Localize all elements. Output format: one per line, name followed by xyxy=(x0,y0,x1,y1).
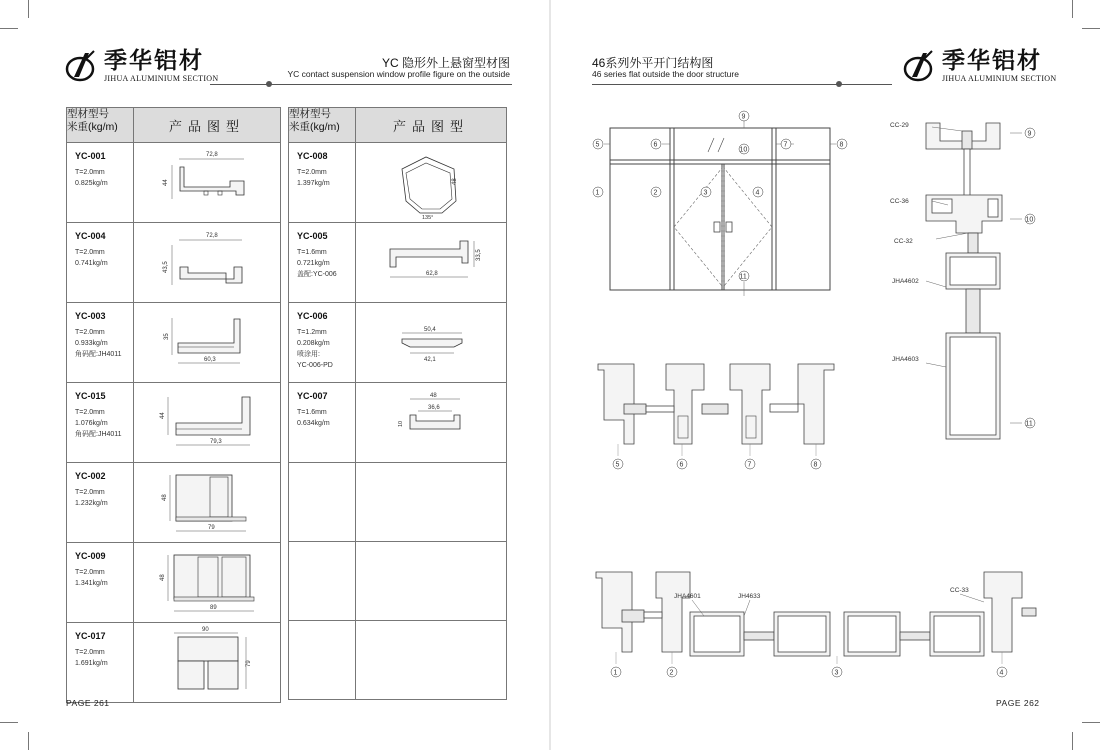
brand-logo xyxy=(64,47,218,83)
svg-text:JHA4603: JHA4603 xyxy=(892,356,919,363)
profile-info: YC-017 T=2.0mm 1.691kg/m xyxy=(67,623,134,703)
profile-drawing xyxy=(356,303,507,383)
header-rule xyxy=(592,84,892,85)
svg-text:89: 89 xyxy=(210,605,217,611)
profile-table-2 xyxy=(288,107,507,700)
svg-text:43,5: 43,5 xyxy=(163,261,169,273)
profile-info: YC-003 T=2.0mm 0.933kg/m 角码配:JH4011 xyxy=(67,303,134,383)
empty-cell xyxy=(289,621,356,700)
profile-drawing xyxy=(134,383,281,463)
svg-text:10: 10 xyxy=(739,146,748,154)
svg-text:50,4: 50,4 xyxy=(424,327,436,333)
svg-text:10: 10 xyxy=(398,420,404,427)
svg-text:CC-32: CC-32 xyxy=(894,238,913,245)
empty-cell xyxy=(356,463,507,542)
svg-text:JHA4601: JHA4601 xyxy=(674,593,701,600)
brand-logo xyxy=(902,47,1056,83)
svg-text:48: 48 xyxy=(452,178,458,185)
profile-drawing xyxy=(134,463,281,543)
svg-text:5: 5 xyxy=(615,461,620,469)
profile-info: YC-004 T=2.0mm 0.741kg/m xyxy=(67,223,134,303)
page-title-cn: YC 隐形外上悬窗型材图 xyxy=(381,56,510,70)
svg-text:2: 2 xyxy=(669,669,674,677)
page-title-en: 46 series flat outside the door structure xyxy=(592,69,739,79)
svg-text:3: 3 xyxy=(703,189,708,197)
profile-drawing xyxy=(356,143,507,223)
profile-info: YC-009 T=2.0mm 1.341kg/m xyxy=(67,543,134,623)
profile-drawing xyxy=(134,143,281,223)
svg-text:5: 5 xyxy=(595,141,600,149)
page-number: PAGE 262 xyxy=(996,698,1040,708)
header-rule xyxy=(210,84,512,85)
svg-text:10: 10 xyxy=(1025,216,1034,224)
svg-text:48: 48 xyxy=(160,574,166,581)
svg-text:9: 9 xyxy=(741,113,746,121)
svg-text:72,8: 72,8 xyxy=(206,233,218,239)
svg-text:48: 48 xyxy=(430,393,437,399)
brand-name-cn: 季华铝材 xyxy=(104,46,204,74)
profile-drawing xyxy=(356,383,507,463)
svg-text:79,3: 79,3 xyxy=(210,439,222,445)
brand-name-en: JIHUA ALUMINIUM SECTION xyxy=(104,73,219,83)
svg-text:7: 7 xyxy=(783,141,788,149)
profile-info: YC-007 T=1.6mm 0.634kg/m xyxy=(289,383,356,463)
svg-text:135°: 135° xyxy=(422,215,434,221)
svg-text:35: 35 xyxy=(164,333,170,340)
profile-info: YC-005 T=1.6mm 0.721kg/m 盖配:YC-006 xyxy=(289,223,356,303)
svg-text:72,8: 72,8 xyxy=(206,152,218,158)
page-title-en: YC contact suspension window profile figure on the outside xyxy=(287,69,510,79)
svg-text:90: 90 xyxy=(202,627,209,633)
svg-text:9: 9 xyxy=(1027,130,1032,138)
profile-table-1 xyxy=(66,107,281,703)
svg-text:3: 3 xyxy=(834,669,839,677)
horizontal-section-5-8 xyxy=(594,360,844,475)
svg-text:6: 6 xyxy=(653,141,658,149)
svg-text:79: 79 xyxy=(208,525,215,531)
svg-text:4: 4 xyxy=(999,669,1004,677)
door-elevation-diagram xyxy=(590,108,860,298)
profile-info: YC-015 T=2.0mm 1.076kg/m 角码配:JH4011 xyxy=(67,383,134,463)
svg-text:11: 11 xyxy=(1025,420,1033,428)
page-title-cn: 46系列外平开门结构图 xyxy=(592,56,714,70)
svg-text:6: 6 xyxy=(679,461,684,469)
svg-text:JHA4602: JHA4602 xyxy=(892,278,919,285)
col-header-code: 型材型号 米重(kg/m) xyxy=(289,108,356,143)
profile-info: YC-002 T=2.0mm 1.232kg/m xyxy=(67,463,134,543)
empty-cell xyxy=(356,621,507,700)
brand-emblem-icon xyxy=(64,47,100,83)
profile-info: YC-006 T=1.2mm 0.208kg/m 喷涂用: YC-006-PD xyxy=(289,303,356,383)
empty-cell xyxy=(289,542,356,621)
svg-text:48: 48 xyxy=(162,494,168,501)
svg-text:11: 11 xyxy=(739,273,747,281)
profile-drawing xyxy=(134,543,281,623)
svg-text:CC-29: CC-29 xyxy=(890,122,909,129)
profile-drawing xyxy=(134,223,281,303)
page-number: PAGE 261 xyxy=(66,698,110,708)
svg-text:8: 8 xyxy=(813,461,818,469)
svg-text:36,6: 36,6 xyxy=(428,405,440,411)
brand-name-en: JIHUA ALUMINIUM SECTION xyxy=(942,73,1057,83)
horizontal-section-1-4 xyxy=(592,568,1044,683)
brand-name-cn: 季华铝材 xyxy=(942,46,1042,74)
svg-text:CC-36: CC-36 xyxy=(890,198,909,205)
svg-text:1: 1 xyxy=(595,189,600,197)
svg-text:8: 8 xyxy=(839,141,844,149)
brand-emblem-icon xyxy=(902,47,938,83)
empty-cell xyxy=(289,463,356,542)
col-header-image: 产品图型 xyxy=(134,108,281,143)
svg-text:62,8: 62,8 xyxy=(426,271,438,277)
empty-cell xyxy=(356,542,507,621)
vertical-section-9-11 xyxy=(886,115,1056,445)
svg-text:79: 79 xyxy=(246,660,252,667)
header-rule-dot xyxy=(266,81,272,87)
svg-text:33,5: 33,5 xyxy=(476,249,482,261)
svg-text:60,3: 60,3 xyxy=(204,357,216,363)
svg-text:7: 7 xyxy=(747,461,752,469)
profile-info: YC-001 T=2.0mm 0.825kg/m xyxy=(67,143,134,223)
col-header-image: 产品图型 xyxy=(356,108,507,143)
header-rule-dot xyxy=(836,81,842,87)
svg-text:1: 1 xyxy=(613,669,618,677)
svg-text:CC-33: CC-33 xyxy=(950,587,969,594)
profile-drawing xyxy=(134,303,281,383)
svg-text:JH4633: JH4633 xyxy=(738,593,761,600)
svg-text:2: 2 xyxy=(653,189,658,197)
profile-info: YC-008 T=2.0mm 1.397kg/m xyxy=(289,143,356,223)
col-header-code: 型材型号 米重(kg/m) xyxy=(67,108,134,143)
svg-text:44: 44 xyxy=(163,179,169,186)
right-page xyxy=(550,0,1100,750)
profile-drawing xyxy=(134,623,281,703)
svg-text:44: 44 xyxy=(160,412,166,419)
profile-drawing xyxy=(356,223,507,303)
svg-text:4: 4 xyxy=(755,189,760,197)
svg-text:42,1: 42,1 xyxy=(424,357,436,363)
